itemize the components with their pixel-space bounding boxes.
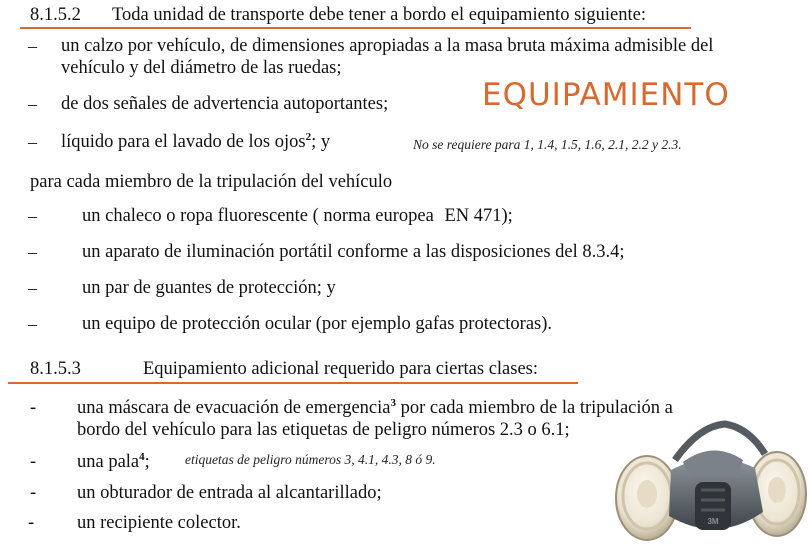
- item-text-end: ;: [144, 452, 150, 472]
- list-item: [82, 205, 513, 227]
- list-item-continuation: bordo del vehículo para las etiquetas de peligro números 2.3 o 6.1;: [77, 420, 570, 440]
- section-number: 8.1.5.2: [30, 5, 81, 25]
- list-bullet: –: [28, 36, 37, 56]
- footnote-ref: 4: [139, 450, 145, 463]
- section-title: Toda unidad de transporte debe tener a bordo el equipamiento siguiente:: [112, 5, 646, 25]
- footnote-ref: 2: [305, 130, 312, 143]
- list-bullet: –: [28, 314, 37, 334]
- list-item-continuation: vehículo y del diámetro de las ruedas;: [61, 58, 342, 78]
- list-bullet: –: [28, 94, 37, 114]
- section-number: 8.1.5.3: [30, 359, 81, 379]
- list-item: un aparato de iluminación portátil conforme a las disposiciones del 8.3.4;: [82, 242, 625, 262]
- item-text: una máscara de evacuación de emergencia: [77, 398, 391, 418]
- brand-mark: 3M: [707, 517, 719, 526]
- item-text: líquido para el lavado de los ojos: [61, 132, 306, 152]
- list-item: un obturador de entrada al alcantarillado;: [77, 483, 382, 503]
- list-item: [77, 397, 673, 419]
- overlay-heading: EQUIPAMIENTO: [482, 77, 730, 113]
- list-bullet: -: [30, 483, 37, 503]
- item-text-end: por cada miembro de la tripulación a: [395, 398, 673, 418]
- list-bullet: -: [30, 452, 37, 472]
- list-bullet: –: [28, 278, 37, 298]
- list-item: [77, 451, 150, 473]
- exemption-note: No se requiere para 1, 1.4, 1.5, 1.6, 2.1, 2.2 y 2.3.: [413, 137, 682, 152]
- list-bullet: -: [28, 513, 35, 533]
- item-text: un chaleco o ropa fluorescente ( norma europea: [82, 206, 434, 226]
- list-item: de dos señales de advertencia autoportantes;: [61, 94, 389, 114]
- list-bullet: –: [28, 132, 37, 152]
- list-item: un recipiente colector.: [77, 513, 241, 533]
- list-item: [61, 131, 330, 153]
- respirator-mask-icon: [613, 420, 809, 543]
- list-bullet: -: [30, 398, 37, 418]
- section-underline: [20, 27, 691, 29]
- list-bullet: –: [28, 206, 37, 226]
- label-note: etiquetas de peligro números 3, 4.1, 4.3, 8 ó 9.: [185, 452, 436, 467]
- section-title: Equipamiento adicional requerido para ciertas clases:: [143, 359, 539, 379]
- list-item: un par de guantes de protección; y: [82, 278, 336, 298]
- list-item: un equipo de protección ocular (por ejemplo gafas protectoras).: [82, 314, 553, 334]
- item-text-end: ; y: [311, 132, 331, 152]
- norm-ref: EN 471);: [444, 206, 513, 226]
- section-underline: [8, 382, 578, 384]
- list-bullet: –: [28, 242, 37, 262]
- item-text: una pala: [77, 452, 140, 472]
- list-item: un calzo por vehículo, de dimensiones apropiadas a la masa bruta máxima admisible del: [61, 36, 714, 56]
- footnote-ref: 3: [390, 396, 396, 409]
- crew-intro: para cada miembro de la tripulación del vehículo: [30, 172, 393, 192]
